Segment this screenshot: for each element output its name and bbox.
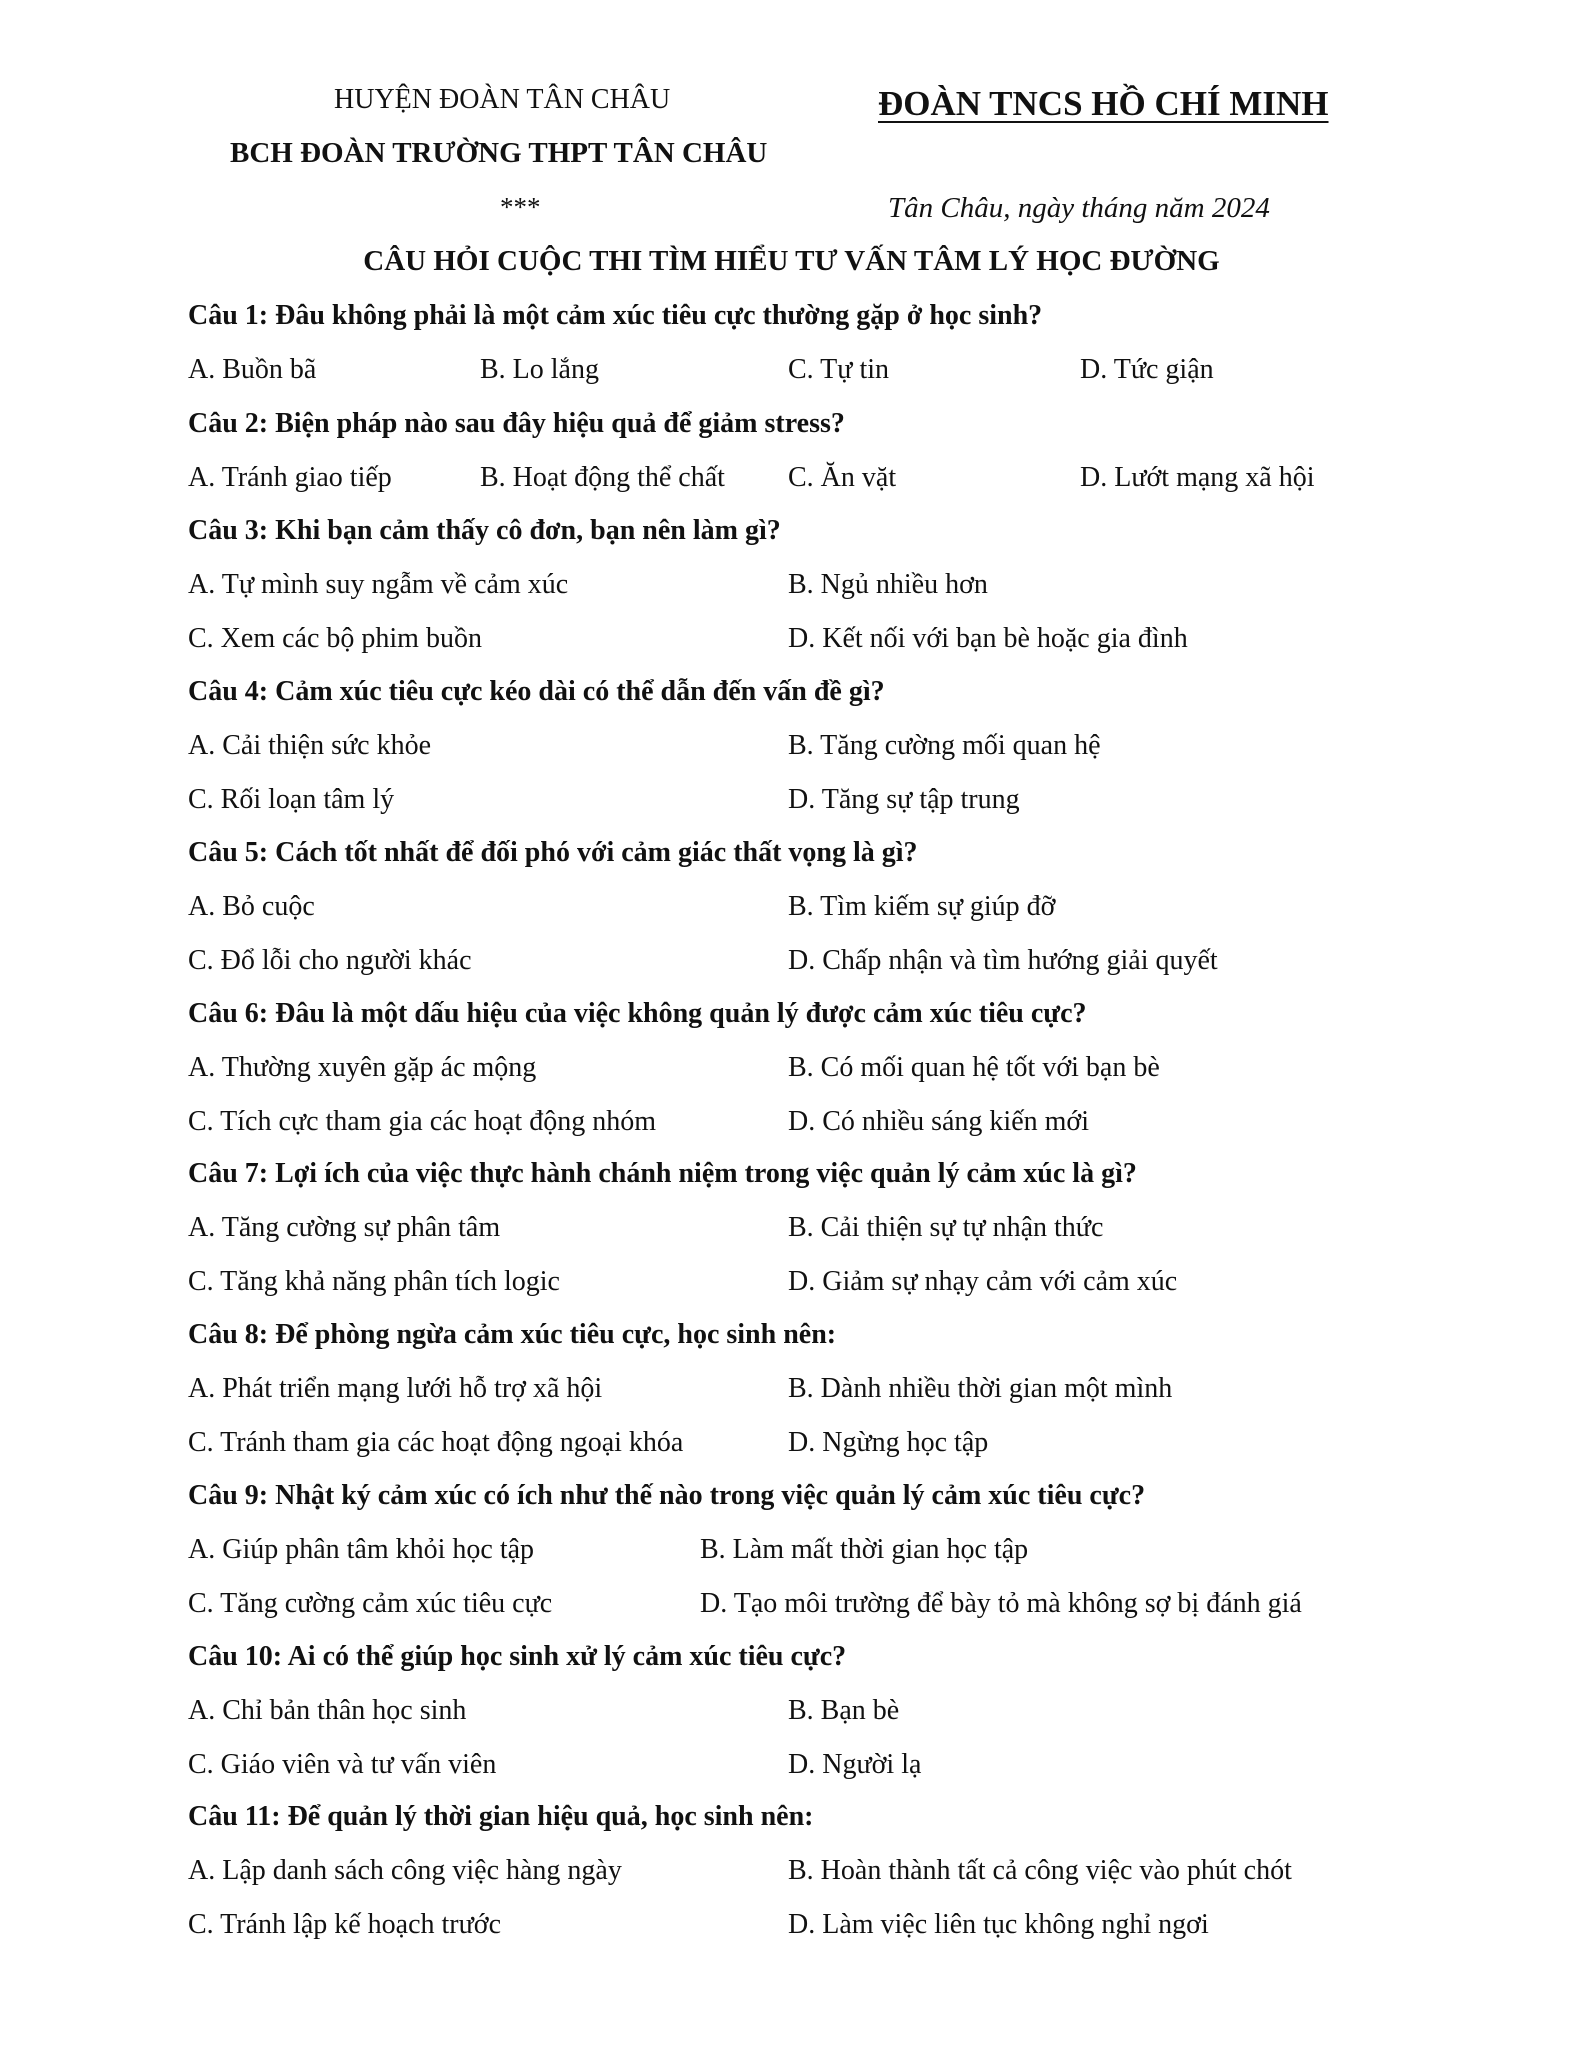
header-separator-stars: ***: [500, 192, 541, 222]
q6-option-c: C. Tích cực tham gia các hoạt động nhóm: [188, 1106, 656, 1137]
q2-option-b: B. Hoạt động thể chất: [480, 462, 725, 493]
q3-option-b: B. Ngủ nhiều hơn: [788, 569, 988, 600]
q1-option-d: D. Tức giận: [1080, 354, 1214, 385]
q7-option-c: C. Tăng khả năng phân tích logic: [188, 1266, 560, 1297]
question-8: Câu 8: Để phòng ngừa cảm xúc tiêu cực, học sinh nên:: [188, 1319, 837, 1350]
date-line: Tân Châu, ngày tháng năm 2024: [888, 192, 1270, 224]
question-6: Câu 6: Đâu là một dấu hiệu của việc không quản lý được cảm xúc tiêu cực?: [188, 998, 1087, 1029]
q3-option-c: C. Xem các bộ phim buồn: [188, 623, 482, 654]
q1-option-b: B. Lo lắng: [480, 354, 599, 385]
q5-option-c: C. Đổ lỗi cho người khác: [188, 945, 472, 976]
document-title: CÂU HỎI CUỘC THI TÌM HIỂU TƯ VẤN TÂM LÝ HỌC ĐƯỜNG: [363, 245, 1220, 277]
question-2: Câu 2: Biện pháp nào sau đây hiệu quả để giảm stress?: [188, 408, 845, 439]
q6-option-d: D. Có nhiều sáng kiến mới: [788, 1106, 1089, 1137]
question-5: Câu 5: Cách tốt nhất để đối phó với cảm giác thất vọng là gì?: [188, 837, 918, 868]
q11-option-c: C. Tránh lập kế hoạch trước: [188, 1909, 502, 1940]
q4-option-c: C. Rối loạn tâm lý: [188, 784, 395, 815]
q5-option-a: A. Bỏ cuộc: [188, 891, 315, 922]
q7-option-d: D. Giảm sự nhạy cảm với cảm xúc: [788, 1266, 1178, 1297]
q8-option-b: B. Dành nhiều thời gian một mình: [788, 1373, 1173, 1404]
q4-option-a: A. Cải thiện sức khỏe: [188, 730, 432, 761]
q3-option-a: A. Tự mình suy ngẫm về cảm xúc: [188, 569, 569, 600]
question-1: Câu 1: Đâu không phải là một cảm xúc tiêu cực thường gặp ở học sinh?: [188, 300, 1043, 331]
q8-option-a: A. Phát triển mạng lưới hỗ trợ xã hội: [188, 1373, 603, 1404]
q9-option-c: C. Tăng cường cảm xúc tiêu cực: [188, 1588, 553, 1619]
q11-option-a: A. Lập danh sách công việc hàng ngày: [188, 1855, 622, 1886]
q9-option-a: A. Giúp phân tâm khỏi học tập: [188, 1534, 535, 1565]
question-4: Câu 4: Cảm xúc tiêu cực kéo dài có thể dẫn đến vấn đề gì?: [188, 676, 885, 707]
question-3: Câu 3: Khi bạn cảm thấy cô đơn, bạn nên làm gì?: [188, 515, 781, 546]
q2-option-a: A. Tránh giao tiếp: [188, 462, 392, 493]
q2-option-c: C. Ăn vặt: [788, 462, 897, 493]
q10-option-b: B. Bạn bè: [788, 1695, 900, 1726]
union-national-name: ĐOÀN TNCS HỒ CHÍ MINH: [878, 84, 1329, 123]
q11-option-d: D. Làm việc liên tục không nghỉ ngơi: [788, 1909, 1209, 1940]
q9-option-d: D. Tạo môi trường để bày tỏ mà không sợ bị đánh giá: [700, 1588, 1302, 1619]
q1-option-a: A. Buồn bã: [188, 354, 317, 385]
q10-option-d: D. Người lạ: [788, 1749, 922, 1780]
q10-option-a: A. Chỉ bản thân học sinh: [188, 1695, 467, 1726]
q2-option-d: D. Lướt mạng xã hội: [1080, 462, 1315, 493]
question-11: Câu 11: Để quản lý thời gian hiệu quả, học sinh nên:: [188, 1801, 814, 1832]
q8-option-c: C. Tránh tham gia các hoạt động ngoại khóa: [188, 1427, 684, 1458]
q10-option-c: C. Giáo viên và tư vấn viên: [188, 1749, 497, 1780]
q3-option-d: D. Kết nối với bạn bè hoặc gia đình: [788, 623, 1188, 654]
q4-option-d: D. Tăng sự tập trung: [788, 784, 1020, 815]
q6-option-b: B. Có mối quan hệ tốt với bạn bè: [788, 1052, 1160, 1083]
q7-option-a: A. Tăng cường sự phân tâm: [188, 1212, 501, 1243]
q7-option-b: B. Cải thiện sự tự nhận thức: [788, 1212, 1104, 1243]
q8-option-d: D. Ngừng học tập: [788, 1427, 989, 1458]
school-union-name: BCH ĐOÀN TRƯỜNG THPT TÂN CHÂU: [230, 137, 768, 169]
district-union-name: HUYỆN ĐOÀN TÂN CHÂU: [334, 84, 671, 115]
question-9: Câu 9: Nhật ký cảm xúc có ích như thế nào trong việc quản lý cảm xúc tiêu cực?: [188, 1480, 1146, 1511]
q1-option-c: C. Tự tin: [788, 354, 890, 385]
question-10: Câu 10: Ai có thể giúp học sinh xử lý cảm xúc tiêu cực?: [188, 1641, 847, 1672]
q9-option-b: B. Làm mất thời gian học tập: [700, 1534, 1029, 1565]
q4-option-b: B. Tăng cường mối quan hệ: [788, 730, 1101, 761]
q11-option-b: B. Hoàn thành tất cả công việc vào phút chót: [788, 1855, 1292, 1886]
question-7: Câu 7: Lợi ích của việc thực hành chánh niệm trong việc quản lý cảm xúc là gì?: [188, 1158, 1137, 1189]
q5-option-b: B. Tìm kiếm sự giúp đỡ: [788, 891, 1056, 922]
q5-option-d: D. Chấp nhận và tìm hướng giải quyết: [788, 945, 1218, 976]
q6-option-a: A. Thường xuyên gặp ác mộng: [188, 1052, 537, 1083]
